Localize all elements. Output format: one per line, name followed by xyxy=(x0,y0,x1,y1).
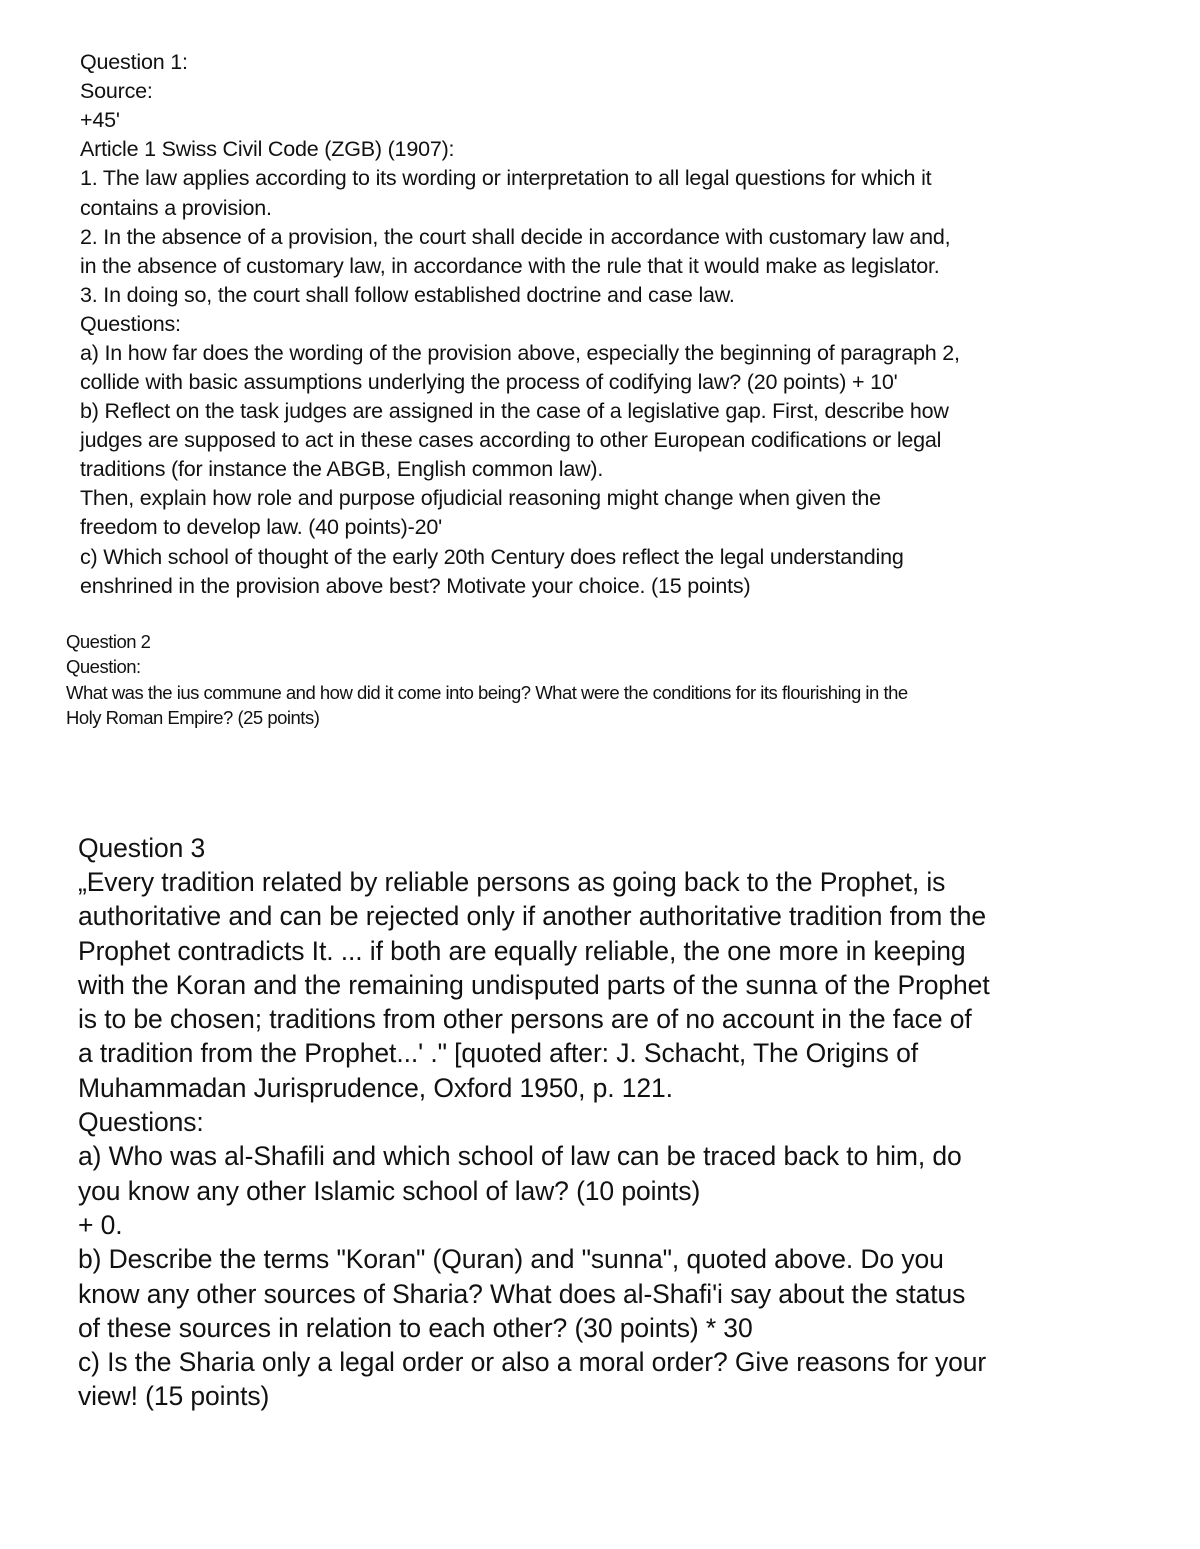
quote-citation: Muhammadan Jurisprudence, Oxford 1950, p. 121. xyxy=(78,1073,673,1103)
question-1a: a) In how far does the wording of the provision above, especially the beginning of paragraph 2, xyxy=(80,341,960,365)
quote-line: a tradition from the Prophet...' ." [quoted after: J. Schacht, The Origins of xyxy=(78,1038,918,1068)
article-paragraph-3: 3. In doing so, the court shall follow established doctrine and case law. xyxy=(80,283,735,307)
question-1b-cont: freedom to develop law. (40 points)-20' xyxy=(80,515,443,539)
question-1a-cont: collide with basic assumptions underlying the process of codifying law? (20 points) + 10' xyxy=(80,370,898,394)
question-3b-cont: of these sources in relation to each other? (30 points) * 30 xyxy=(78,1313,753,1343)
quote-line: with the Koran and the remaining undisputed parts of the sunna of the Prophet xyxy=(78,970,990,1000)
article-paragraph-1-cont: contains a provision. xyxy=(80,196,272,220)
question-3b: b) Describe the terms "Koran" (Quran) and "sunna", quoted above. Do you xyxy=(78,1244,944,1274)
article-paragraph-2-cont: in the absence of customary law, in accordance with the rule that it would make as legislator. xyxy=(80,254,940,278)
article-paragraph-1: 1. The law applies according to its wording or interpretation to all legal questions for which it xyxy=(80,166,932,190)
question-2-heading: Question 2 xyxy=(66,631,151,652)
question-1c: c) Which school of thought of the early 20th Century does reflect the legal understanding xyxy=(80,545,904,569)
quote-line: is to be chosen; traditions from other persons are of no account in the face of xyxy=(78,1004,972,1034)
quote-line: authoritative and can be rejected only if another authoritative tradition from the xyxy=(78,901,987,931)
question-3a-cont: you know any other Islamic school of law? (10 points) xyxy=(78,1176,701,1206)
quote-line: „Every tradition related by reliable persons as going back to the Prophet, is xyxy=(78,867,946,897)
question-1b: b) Reflect on the task judges are assigned in the case of a legislative gap. First, describe how xyxy=(80,399,949,423)
question-3-heading: Question 3 xyxy=(78,833,206,863)
question-1-heading: Question 1: xyxy=(80,50,188,74)
question-label: Question: xyxy=(66,656,141,677)
question-3a: a) Who was al-Shafili and which school of law can be traced back to him, do xyxy=(78,1141,962,1171)
article-paragraph-2: 2. In the absence of a provision, the court shall decide in accordance with customary law and, xyxy=(80,225,951,249)
questions-label: Questions: xyxy=(78,1107,204,1137)
question-3b-cont: know any other sources of Sharia? What does al-Shafi'i say about the status xyxy=(78,1279,966,1309)
question-1b-cont: Then, explain how role and purpose ofjudicial reasoning might change when given the xyxy=(80,486,881,510)
quote-line: Prophet contradicts It. ... if both are equally reliable, the one more in keeping xyxy=(78,936,966,966)
question-1c-cont: enshrined in the provision above best? Motivate your choice. (15 points) xyxy=(80,574,751,598)
questions-label: Questions: xyxy=(80,312,181,336)
question-1b-cont: judges are supposed to act in these cases according to other European codifications or legal xyxy=(80,428,942,452)
time-note: +45' xyxy=(80,108,120,132)
question-1b-cont: traditions (for instance the ABGB, English common law). xyxy=(80,457,604,481)
source-label: Source: xyxy=(80,79,153,103)
question-3a-note: + 0. xyxy=(78,1210,123,1240)
question-2-text-cont: Holy Roman Empire? (25 points) xyxy=(66,707,320,728)
article-title: Article 1 Swiss Civil Code (ZGB) (1907): xyxy=(80,137,455,161)
question-3c: c) Is the Sharia only a legal order or also a moral order? Give reasons for your xyxy=(78,1347,987,1377)
question-3c-cont: view! (15 points) xyxy=(78,1381,270,1411)
question-2-text: What was the ius commune and how did it come into being? What were the conditions for its flourishing in the xyxy=(66,682,908,703)
